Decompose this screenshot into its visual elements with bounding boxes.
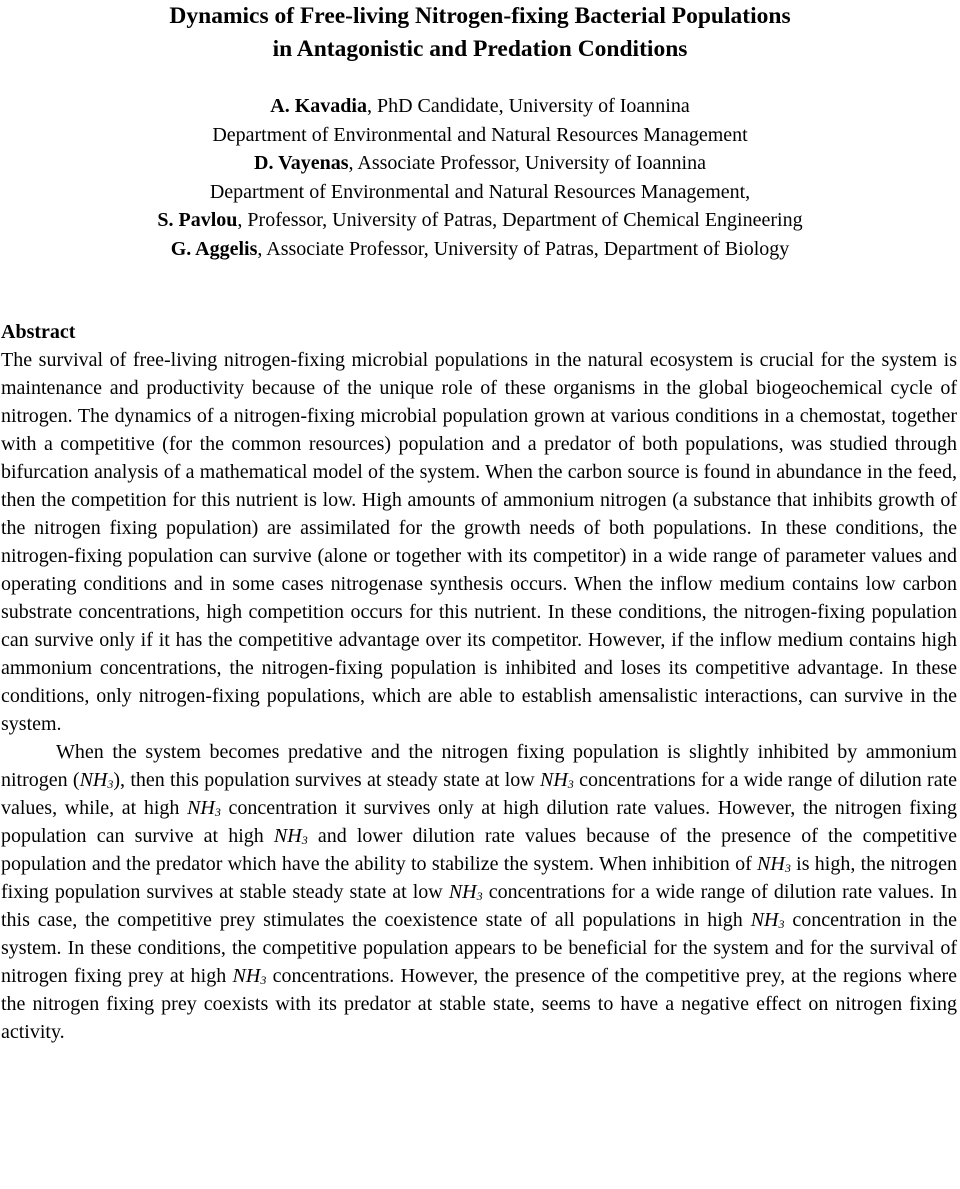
text-run: concentration in the system. In these conditions, the competitive population appears to be beneficial for the system and for the survival of nitrogen fixing prey at high <box>1 909 957 987</box>
author-line <box>0 149 960 178</box>
chemical-formula: $NH_3$ <box>79 769 114 791</box>
text-run: concentrations for a wide range of dilution rate values, while, at high <box>1 769 958 819</box>
author-name: A. Kavadia <box>270 95 367 117</box>
author-name: S. Pavlou <box>157 209 238 231</box>
chemical-formula: $NH_3$ <box>187 797 221 819</box>
text-run: ), then this population survives at steady state at low <box>113 769 540 791</box>
abstract-heading: Abstract <box>1 321 76 343</box>
abstract-paragraph <box>1 738 957 1046</box>
author-line: Department of Environmental and Natural Resources Management <box>212 123 748 146</box>
text-run: concentration it survives only at high dilution rate values. However, the nitrogen fixing population can survive at high <box>1 797 957 847</box>
chemical-formula: $NH_3$ <box>540 769 574 791</box>
author-affiliation: , Professor, University of Patras, Department of Chemical Engineering <box>237 209 803 231</box>
title-line: Dynamics of Free-living Nitrogen-fixing Bacterial Populations <box>169 3 791 29</box>
author-line <box>0 92 960 121</box>
text-run: When the system becomes predative and the nitrogen fixing population is slightly inhibited by ammonium nitrogen ( <box>1 741 957 791</box>
chemical-formula: $NH_3$ <box>757 853 791 875</box>
author-line <box>0 235 960 264</box>
text-run: concentrations. However, the presence of the competitive prey, at the regions where the nitrogen fixing prey coexists with its predator at stable state, seems to have a negative effect on nitrogen fixing activity. <box>1 965 958 1043</box>
author-affiliation: , Associate Professor, University of Ioannina <box>348 152 706 174</box>
abstract-body <box>1 346 957 1046</box>
chemical-formula: $NH_3$ <box>448 881 483 903</box>
chemical-formula: $NH_3$ <box>750 909 785 931</box>
paper-title <box>0 0 960 66</box>
author-line <box>0 206 960 235</box>
chemical-formula: $NH_3$ <box>232 965 267 987</box>
author-name: G. Aggelis <box>170 237 258 260</box>
author-line: Department of Environmental and Natural Resources Management, <box>209 180 751 203</box>
text-run: concentrations for a wide range of dilution rate values. In this case, the competitive prey stimulates the coexistence state of all populations in high <box>1 881 957 931</box>
text-run: is high, the nitrogen fixing population survives at stable steady state at low <box>1 853 957 903</box>
title-line: in Antagonistic and Predation Conditions <box>272 36 688 62</box>
author-name: D. Vayenas <box>254 152 349 174</box>
abstract-paragraph: The survival of free-living nitrogen-fixing microbial populations in the natural ecosystem is crucial for the system is maintenance and productivity because of the unique role of these organisms in the global biogeochemical cycle of nitrogen. The dynamics of a nitrogen-fixing microbial population grown at various conditions in a chemostat, together with a competitive (for the common resources) population and a predator of both populations, was studied through bifurcation analysis of a mathematical model of the system. When the carbon source is found in abundance in the feed, then the competition for this nutrient is low. High amounts of ammonium nitrogen (a substance that inhibits growth of the nitrogen fixing population) are assimilated for the growth needs of both populations. In these conditions, the nitrogen-fixing population can survive (alone or together with its competitor) in a wide range of parameter values and operating conditions and in some cases nitrogenase synthesis occurs. When the inflow medium contains low carbon substrate concentrations, high competition occurs for this nutrient. In these conditions, the nitrogen-fixing population can survive only if it has the competitive advantage over its competitor. However, if the inflow medium contains high ammonium concentrations, the nitrogen-fixing population is inhibited and loses its competitive advantage. In these conditions, only nitrogen-fixing populations, which are able to establish amensalistic interactions, can survive in the system. <box>1 349 957 735</box>
author-list <box>0 92 960 263</box>
author-affiliation: , Associate Professor, University of Patras, Department of Biology <box>257 237 790 260</box>
chemical-formula: $NH_3$ <box>273 825 308 847</box>
text-run: and lower dilution rate values because of the presence of the competitive population and the predator which have the ability to stabilize the system. When inhibition of <box>1 825 957 875</box>
author-affiliation: , PhD Candidate, University of Ioannina <box>366 95 690 117</box>
